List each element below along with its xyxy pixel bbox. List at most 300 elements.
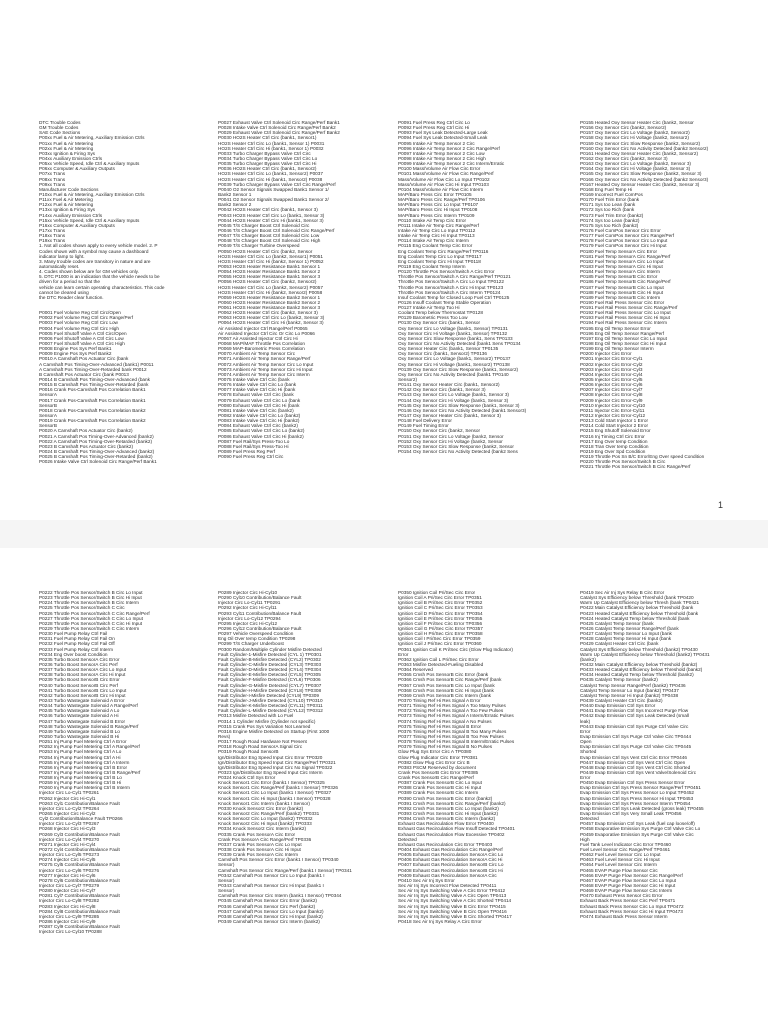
page1-column-1 (39, 120, 215, 464)
code-line: P0163 Oxy Sensor Circ Lo Voltage (bank2, Sensor 3) (580, 161, 691, 167)
code-line: P0010 A Camshaft Pos Actuator Circ (bank (39, 356, 129, 362)
code-line: P0323 Ign/Distributor Eng Speed Input Circ Interm (218, 769, 323, 775)
code-line: Knock Sensor1 Circ Range/Perf (bank1 I Sensor) TP0326 (218, 785, 339, 791)
code-line: P0149 Fuel Timing Error (398, 423, 449, 429)
code-line: P0006 Fuel Shutoff Valve A Ctrl Circ Low (39, 335, 124, 341)
code-line: P0368 Cmsh Pos SensorB Circ Hi Input (bank (398, 687, 494, 693)
code-line: P0069 MAP-Barometric Press Correlation (218, 346, 305, 352)
code-line: Warm Up Catalyst Efficiency below Threshold (bank2) TP0431 (580, 651, 710, 657)
code-line: P0067 Air Assisted Injector Ctrl Circ Hi (218, 335, 298, 341)
code-line: P0259 Inj Pump Fuel Metering Ctrl B Hi (39, 780, 122, 786)
code-line: Injector Circ Lo-Cyl8 TP0282 (39, 898, 100, 904)
code-line: HO2S Heater Ctrl Circ Lo (bank2, Sensor2) P0057 (218, 284, 323, 290)
code-line: 1. Not all codes shown apply to every vehicle model. 2. P (39, 243, 158, 249)
code-line: Ignition Coil D Pri/Sec Circ Error TP0354 (398, 610, 483, 616)
code-line: driven for a period so that the (39, 279, 100, 285)
code-line: Codes shown with a symbol may cause a dashboard (39, 248, 149, 254)
code-line: P0404 Exhaust Gas Recirculation Circ Range/Perf (398, 847, 503, 853)
code-line: P0100 Mass/Volume Air Flow Circ Error (398, 166, 481, 172)
code-line: P0470 Exhaust Press Sensor Circ Error (580, 893, 663, 899)
code-line: the DTC Reader clear function. (39, 294, 104, 300)
code-line: HO2S Heater Ctrl Circ Lo (bank2, Sensor1) P0051 (218, 253, 323, 259)
code-line: P19xx Trans (39, 238, 66, 244)
code-line: P0283 Injector Circ Hi-Cyl8 (39, 903, 96, 909)
code-line: P0074 Ambient Air Temp Sensor Circ Interm (218, 371, 310, 377)
code-line: P0144 Oxy Sensor Circ Hi Voltage (bank1, Sensor 3) (398, 397, 509, 403)
code-line: P0182 Fuel Temp SensorA Circ Lo Input (580, 258, 664, 264)
code-line: P0093 Fuel Sys Leak Detected-Large Leak (398, 130, 488, 136)
code-line: Knock Sensor1 Circ Interm (bank1 I Sensor) (218, 800, 310, 806)
code-line: P0345 Camshaft Pos Sensor Circ Error (bank2) (218, 898, 317, 904)
code-line: P0255 Inj Pump Fuel Metering Ctrl A Interm (39, 759, 130, 765)
code-line: Sec Air Inj Sys Incorrect Flow Detected TP0411 (398, 883, 497, 889)
code-line: P0269 Cyl3 Contribution/Balance Fault (39, 831, 120, 837)
code-line: P0393 Cmsh Pos SensorB Circ Hi Input (bank2) (398, 811, 499, 817)
code-line: P0462 Fuel Level Sensor Circ Lo Input (580, 852, 661, 858)
code-line: P0157 Oxy Sensor Circ Lo Voltage (bank2, Sensor2) (580, 130, 690, 136)
code-line: P0033 Turbo Charger Bypass Valve Ctrl Circ (218, 150, 311, 156)
code-line: Revs) (218, 733, 231, 739)
code-line: Catalyst Sys Efficiency below Threshold (bank2) TP0430 (580, 646, 698, 652)
code-line: P0019 Crank Pos-Camshaft Pos Correlation Bank2 (39, 418, 146, 424)
code-line: P0410 Sec Air Inj Sys Error (398, 877, 455, 883)
code-line: Fault Cylinder-I-Misfire Detected (CYL9) TP0309 (218, 692, 319, 698)
code-line: P0063 HO2S Heater Ctrl Circ Lo (bank2, Sensor 3) (218, 315, 325, 321)
code-line: Fault Cylinder-1-Misfire Detected (CYL 1) TP0301 (218, 651, 322, 657)
code-line: P0284 Cyl8 Contribution/Balance Fault (39, 908, 120, 914)
code-line: P0177 Fuel ComPos Sensor Circ Range/Perf (580, 233, 675, 239)
code-line: P0439 Catalyst Heater Ctrl Circ (bank2) (580, 697, 663, 703)
code-line: P0426 Catalyst Temp Sensor Range/Perf (bank (580, 625, 679, 631)
code-line: HO2S Heater Ctrl Circ Lo (bank1, Sensor2) P0037 (218, 171, 323, 177)
code-line: Fuel Tank Level Indicator Circ Error TP0460 (580, 841, 672, 847)
code-line: P02xx Fuel & Air Metering (39, 145, 94, 151)
code-line: P0055 HO2S Heater Resistance Bank1 Sensor 3 (218, 274, 321, 280)
code-line: P0143 Oxy Sensor Circ Lo Voltage (bank1, Sensor 3) (398, 392, 509, 398)
code-line: Knock Sensor2 Circ Range/Perf (bank2) TP0331 (218, 811, 320, 817)
code-line: P0217 Eng Over temp Condition (580, 438, 648, 444)
code-line: P0193 Fuel Rail Press Sensor Circ Hi Input (580, 315, 670, 321)
code-line: Error (580, 728, 591, 734)
code-line: P0240 Turbo Boost SensorB Circ Perf (39, 682, 118, 688)
code-line: Exhaust Gas Recirculation Flow Insuff Detected TP0401 (398, 826, 515, 832)
code-line: P11xx Fuel & Air Metering (39, 197, 93, 203)
code-line: P0241 Turbo Boost SensorB Circ Lo Input (39, 687, 127, 693)
code-line: P0318 Rough Road SensorA Signal Circ (218, 744, 303, 750)
code-line: P0375 Timing Ref Hi Res Signal B Error (398, 723, 482, 729)
code-line: P0007 Fuel Shutoff Valve A Ctrl Circ High (39, 341, 125, 347)
code-line: Evap Emission Ctrl Sys Press Sensor Lo Input TP0452 (580, 790, 695, 796)
code-line: P0087 Fuel Rail/Sys Press-Too Lo (218, 438, 290, 444)
code-line: P0046 T/S Charger Boost Ctrl Solenoid Circ Range/Perf (218, 227, 335, 233)
code-line: DTC Trouble Codes (39, 120, 81, 125)
code-line: P0022 A Camshaft Pos Timing-Over-Retarded (bank2) (39, 438, 153, 444)
code-line: P0195 Eng Oil Temp Sensor Error (580, 325, 651, 331)
code-line: P0184 Fuel Temp SensorA Circ Interm (580, 269, 660, 275)
code-line: MAP/Baro Press Circ Lo Input TP0107 (398, 202, 479, 208)
code-line: P0419 Sec Air Inj Sys Relay B Circ Error (580, 590, 665, 595)
code-line: (bank2) (580, 656, 596, 662)
code-line: Fault Cylinder-D-Misfire Detected (CYL4) TP0304 (218, 667, 322, 673)
code-line: P0077 Intake Valve Ctrl Circ Hi (bank (218, 387, 296, 393)
code-line: P03xx Ignition & Firing Sys (39, 150, 96, 156)
code-line: P0092 Fuel Press Reg Ctrl Circ Hi (398, 125, 470, 131)
code-line: P0047 T/S Charger Boost Ctrl Solenoid Circ Low (218, 233, 320, 239)
code-line: P0447 Evap Emission Ctrl Sys Vent Ctrl Circ Open (580, 759, 686, 765)
code-line: P0173 Fuel Trim Error (bank2) (580, 212, 644, 218)
code-line: P0237 Turbo Boost SensorA Circ Lo Input (39, 667, 127, 673)
page2-column-2 (218, 590, 394, 924)
code-line: Ign/Distributor Eng Speed Input Circ No Signal TP0322 (218, 764, 333, 770)
code-line: P0373 Timing Ref Hi Res Signal A Interm/Erratic Pulses (398, 713, 514, 719)
code-line: Evap Emission Ctrl Sys Purge Ctrl Valve Circ TP0445 (580, 744, 692, 750)
code-line: P0001 Fuel Volume Reg Ctrl Circ/Open (39, 310, 121, 316)
code-line: P0169 Incorrect Fuel ComPos (580, 191, 643, 197)
code-line: Sec Air Inj Sys Switching Valve A Circ Error TP0412 (398, 888, 506, 894)
code-line: P0040 O2 Sensor Signals Swapped Bank1 Sensor 1/ (218, 186, 329, 192)
code-line: P0338 Crank Pos SensorA Circ Hi Input (218, 847, 301, 853)
code-line: P0260 Inj Pump Fuel Metering Ctrl B Interm (39, 785, 130, 791)
code-line: Oxy Sensor Circ Hi Voltage (bank1, Sensor) TP0132 (398, 330, 508, 336)
code-line: P0374 Timing Ref Hi Res Signal A No Pulses (398, 718, 492, 724)
code-line: P0039 Turbo Charger Bypass Valve Ctrl Circ Range/Perf (218, 181, 336, 187)
code-line: Ignition Coil F Pri/Sec Circ Error TP0356 (398, 620, 483, 626)
code-line: P0202 Injector Circ Error-Cyl2 (580, 361, 643, 367)
code-line: Sec Air Inj Sys Switching Valve A Circ Open TP0413 (398, 893, 507, 899)
code-line: P0428 Catalyst Temp Sensor Hi Input (bank (580, 636, 672, 642)
code-line: SensorB (39, 402, 57, 408)
code-line: Eng Oil Over temp Condition TP0298 (218, 636, 296, 642)
code-line: P0187 Fuel Temp SensorB Circ Lo Input (580, 284, 664, 290)
code-line: P0096 Intake Air Temp Sensor 2 Circ Range/Perf (398, 145, 500, 151)
code-line: P0474 Exhaust Back Press Sensor Interm (580, 913, 668, 919)
code-line: P08xx Trans (39, 176, 66, 182)
code-line: Open (580, 739, 592, 745)
code-line: P0249 Turbo Wastegate Solenoid B Lo (39, 728, 120, 734)
code-line: P0233 Fuel Pump Relay Ctrl Interm (39, 646, 113, 652)
code-line: P01xx Fuel & Air Metering (39, 140, 94, 146)
code-line: P0114 Intake Air Temp Circ Interm (398, 238, 469, 244)
code-line: P0226 Throttle Pos Sensor/Switch C Circ Range/Perf (39, 610, 150, 616)
code-line: P0042 HO2S Heater Ctrl Circ (bank1, Sensor 3) (218, 207, 318, 213)
code-line: Catalyst Temp Sensor Range/Perf (bank2) TP0436 (580, 682, 686, 688)
code-line: P0232 Fuel Pump Relay Ctrl Fail Off (39, 641, 115, 647)
code-line: P0434 Heated Catalyst Temp below Threshold (bank2) (580, 672, 694, 678)
code-line: P0180 Fuel Temp SensorA Circ Error (580, 248, 658, 254)
code-line: P0129 Barometric Press Too Low (398, 315, 468, 321)
code-line: Knock Sensor2 Circ Hi Input (bank2) TP0333 (218, 821, 312, 827)
code-line: P0244 Turbo Wastegate Solenoid A Range/Perf (39, 703, 138, 709)
code-line: P0448 Evap Emission Ctrl Sys Vent Ctrl Circ Shorted (580, 764, 691, 770)
code-line: SAE Code Sections (39, 130, 81, 136)
code-line: P0014 B Camshaft Pos Timing-Over-Advanced (bank (39, 377, 150, 383)
code-line: P0300 Random/Multiple Cylinder Misfire Detected (218, 646, 322, 652)
code-line: Fault Cylinder-G-Misfire Detected (CYL7) TP0307 (218, 682, 322, 688)
code-line: P0458 Evaporative Emission Sys Purge Ctrl Valve Circ Lo (580, 826, 701, 832)
code-line: Exhaust Gas Recirculation Circ Error TP0403 (398, 841, 493, 847)
code-line: automatically reset. (39, 263, 80, 269)
code-line: P0227 Throttle Pos Sensor/Switch C Circ Lo Input (39, 615, 143, 621)
code-line: Injector Circ Lo-Cyl10 TP0288 (39, 929, 102, 935)
code-line: P0271 Injector Circ Hi-Cyl4 (39, 841, 96, 847)
code-line: P0315 Crank Pos Sys Variation Not Learned (218, 723, 311, 729)
code-line: HO2S Heater Ctrl Circ Lo (bank1, Sensor 1) P0031 (218, 140, 325, 146)
code-line: Evap Emission Ctrl Sys Very Small Leak TP0456 (580, 811, 682, 817)
code-line: P0433 Heated Catalyst Efficiency below Threshold (bank2) (580, 667, 703, 673)
code-line: Warm Up Catalyst Efficiency below Thresh (bank TP0421 (580, 600, 700, 606)
code-line: Sensor2) (398, 377, 418, 383)
code-line: P0248 Turbo Wastegate Solenoid B Range/Perf (39, 723, 139, 729)
code-line: HO2S Heater Ctrl Circ Hi (bank1, Sensor2) P0038 (218, 176, 323, 182)
code-line: Shorted (580, 749, 597, 755)
code-line: Injector Circ Lo-Cyl3 TP0267 (39, 821, 100, 827)
code-line: P0265 Injector Circ Hi-Cyl2 (39, 811, 96, 817)
code-line: Fault Cylinder-B-Misfire Detected (CYL2) TP0302 (218, 656, 321, 662)
code-line: Oxy Sensor Circ No Activity Detected (bank1 Sens TP0134 (398, 341, 521, 347)
code-line: P0224 Throttle Pos Sensor/Switch B Circ Interm (39, 600, 139, 606)
code-line: P0159 Oxy Sensor Circ Slow Response (bank2, Sensor2) (580, 140, 701, 146)
code-line: Crank Pos SensorB Circ Range/Perf (398, 775, 474, 781)
code-line: P0228 Throttle Pos Sensor/Switch C Circ Hi Input (39, 620, 143, 626)
code-line: P0348 Camshaft Pos Sensor Circ Hi Input (bank2) (218, 913, 323, 919)
code-line: P0095 Intake Air Temp Sensor 2 Circ (398, 140, 475, 146)
code-line: Fuel Level Sensor Circ Range/Perf TP0461 (580, 847, 671, 853)
code-line: P0219 Throttle Pos Sn B/C Error/Eng Over speed Condition (580, 454, 705, 460)
code-line: P0370 Timing Ref Hi Res Signal A Error (398, 697, 481, 703)
code-line: Camshaft Pos Sensor Circ Interm (bank1 I Sensor) TP0344 (218, 893, 342, 899)
code-line: Camshaft Pos Sensor Circ Range/Perf (bank1 I Sensor) TP0341 (218, 867, 352, 873)
code-line: P0407 Exhaust Gas Recirculation SensorB Circ Lo (398, 862, 504, 868)
code-line: P0185 Fuel Temp SensorB Circ Error (580, 274, 658, 280)
code-line: P0253 Inj Pump Fuel Metering Ctrl A Lo (39, 749, 122, 755)
code-line: P0002 Fuel Volume Reg Ctrl Circ Range/Perf (39, 315, 134, 321)
code-line: P0029 Exhaust Valve Ctrl Solenoid Circ Range/Perf Bank2 (218, 130, 340, 136)
code-line: P0363 Misfire Detected-Fueling Disabled (398, 661, 484, 667)
code-line: P0141 Oxy Sensor Heater Circ (bank1, Sensor2) (398, 382, 500, 388)
code-line: P0152 Oxy Sensor Circ Hi Voltage (bank2, Sensor (398, 438, 503, 444)
code-line: P16xx Computer & Auxiliary Outputs (39, 222, 115, 228)
code-line: P0225 Throttle Pos Sensor/Switch C Circ (39, 605, 125, 611)
code-line: Mass/Volume Air Flow Circ Hi Input TP0103 (398, 181, 489, 187)
code-line: P13xx Ignition & Firing Sys (39, 207, 96, 213)
code-line: Injector Circ Lo-Cyl6 TP0276 (39, 867, 100, 873)
code-line: P0166 Oxy Sensor Circ No Activity Detected (bank2 Sensor3) (580, 176, 709, 182)
code-line: P0196 Eng Oil Temp Sensor Range/Perf (580, 330, 665, 336)
code-line: Bank2 Sensor 1 (218, 191, 252, 197)
code-line: Sensor) (218, 888, 235, 894)
code-line: P0299 T/S Charger Underboost (218, 641, 284, 647)
code-line: P0239 Turbo Boost SensorB Circ Error (39, 677, 120, 683)
code-line: P0277 Injector Circ Hi-Cyl6 (39, 872, 96, 878)
code-line: Bank2 Sensor 2 (218, 202, 252, 208)
code-line: Throttle Pos Sensor/Switch A Circ Range/Perf TP0121 (398, 274, 511, 280)
code-line: SensorA (39, 392, 57, 398)
code-line: P0242 Turbo Boost SensorB Circ Hi Input (39, 692, 126, 698)
code-line: P0317 Rough Road Hardware Not Present (218, 739, 307, 745)
code-line: P0076 Intake Valve Ctrl Circ Lo (bank (218, 382, 297, 388)
code-line: P0054 HO2S Heater Resistance Bank1 Sensor 2 (218, 269, 321, 275)
page2-column-3 (398, 590, 574, 924)
code-line: Evap Emission Ctrl Sys Vent Ctrl Circ Error TP0446 (580, 754, 687, 760)
code-line: Knock Sensor1 Circ Error (bank1 I Sensor) TP0325 (218, 780, 325, 786)
code-line: P0391 Cmsh Pos SensorB Circ Range/Perf (bank2) (398, 800, 506, 806)
code-line: P0181 Fuel Temp SensorA Circ Range/Perf (580, 253, 671, 259)
code-line: P0245 Turbo Wastegate Solenoid A Lo (39, 708, 120, 714)
code-line: P0210 Injector Circ Error-Cyl10 (580, 402, 646, 408)
code-line: P0035 Turbo Charger Bypass Valve Ctrl Circ Hi (218, 161, 317, 167)
code-line: Sensor) (218, 862, 235, 868)
code-line: P0049 T/S Charger Turbine Overspeed (218, 243, 300, 249)
code-line: Exhaust Back Press Sensor Circ Hi Input TP0473 (580, 908, 683, 914)
code-line: P0097 Intake Air Temp Sensor 2 Circ Low (398, 150, 485, 156)
code-line: P0278 Cyl6 Contribution/Balance Fault (39, 877, 120, 883)
code-line: P0034 Turbo Charger Bypass Valve Ctrl Circ Lo (218, 155, 318, 161)
code-line: P0297 Vehicle Overspeed Condition (218, 631, 294, 637)
page2-column-1 (39, 590, 215, 934)
code-line: P0194 Fuel Rail Press Sensor Circ Interm (580, 320, 668, 326)
code-line: Exhaust Back Press Sensor Circ Lo Input TP0472 (580, 903, 684, 909)
code-line: Crank Pos SensorA Circ Range/Perf TP0336 (218, 836, 312, 842)
code-line: P0190 Fuel Rail Press Sensor Circ Error (580, 299, 665, 305)
code-line: MAP/Baro Press Circ Interm TP0109 (398, 212, 475, 218)
code-line: P0071 Ambient Air Temp Sensor Range/Perf (218, 356, 311, 362)
code-line: P0036 HO2S Heater Ctrl Circ (bank1, Sensor2) (218, 166, 317, 172)
code-line: P04xx Auxiliary Emission Ctrls (39, 155, 103, 161)
code-line: P0467 EVAP Purge Flow Sensor Circ Lo Input (580, 877, 676, 883)
code-line: P0083 Intake Valve Ctrl Circ Hi (bank2) (218, 418, 300, 424)
code-line: P17xx Trans (39, 227, 66, 233)
code-line: Camshaft Pos Sensor Circ Error (bank1 I Sensor) TP0340 (218, 857, 339, 863)
code-line: P15xx Vehicle Speed, Idle Ctrl & Auxiliary Inputs (39, 217, 140, 223)
code-line: P0324 Knock Ctrl Sys Error (218, 775, 276, 781)
code-line: P0009 Engine Pos Sys Perf Bank2 (39, 351, 112, 357)
code-line: P0337 Crank Pos SensorA Circ Lo Input (218, 841, 302, 847)
code-line: P0015 B Camshaft Pos Timing-Over-Retarded (bank (39, 382, 149, 388)
code-line: P0025 B Camshaft Pos Timing-Over-Retarded (bank2) (39, 454, 153, 460)
code-line: P0435 Catalyst Temp Sensor (bank2) (580, 677, 658, 683)
code-line: P0045 T/S Charger Boost Ctrl Solenoid Circ (218, 222, 310, 228)
code-line: P0211 Injector Circ Error-Cyl11 (580, 407, 645, 413)
code-line: P0463 Fuel Level Sensor Circ Hi Input (580, 857, 660, 863)
code-line: P0378 Timing Ref Hi Res Signal B Interm/Erratic Pulses (398, 739, 515, 745)
code-line: P0342 Camshaft Pos Sensor Circ Lo Input (bank1 I (218, 872, 325, 878)
code-line: P0464 Fuel Level Sensor Circ Interm (580, 862, 657, 868)
code-line: Sensor) (218, 877, 235, 883)
code-line: P0005 Fuel Shutoff Valve A Ctrl Circ/Open (39, 330, 127, 336)
code-line: P0198 Eng Oil Temp Sensor Circ Hi Input (580, 341, 667, 347)
code-line: P0425 Catalyst Temp Sensor (bank (580, 620, 654, 626)
code-line: P0469 EVAP Purge Flow Sensor Circ Interm (580, 888, 673, 894)
code-line: Ignition Coil B Pri/Sec Circ Error TP0352 (398, 600, 483, 606)
code-line: P0070 Ambient Air Temp Sensor Circ (218, 351, 296, 357)
code-line: P0432 Main Catalyst Efficiency below Threshold (bank2) (580, 661, 698, 667)
code-line: P0215 Eng Shutoff Solenoid Error (580, 428, 651, 434)
code-line: P0027 Exhaust Valve Ctrl Solenoid Circ Range/Perf Bank1 (218, 120, 340, 125)
code-line: Sec Air Inj Sys Switching Valve B Circ Open TP0416 (398, 908, 507, 914)
code-line: P0183 Fuel Temp SensorA Circ Hi Input (580, 263, 663, 269)
code-line: P0418 Sec Air Inj Sys Relay A Circ Error (398, 919, 482, 924)
code-line: P0459 Evaporative Emission Sys Purge Ctrl Valve Circ (580, 831, 694, 837)
code-line: P0372 Timing Ref Hi Res Signal A Too Few Pulses (398, 708, 504, 714)
code-line: P0212 Injector Circ Error-Cyl12 (580, 413, 646, 419)
code-line: MAP/Baro Press Circ Error TP0105 (398, 191, 472, 197)
code-line: Evap Emission Ctrl Sys Purge Ctrl Valve Circ TP0444 (580, 733, 692, 739)
code-line: P0191 Fuel Rail Press Sensor Circ Range/Perf (580, 305, 678, 311)
code-line: vehicle can learn certain operating characteristics. This code (39, 284, 165, 290)
code-line: P0457 Evap Emission Ctrl Sys Leak (fuel cap loose/off) (580, 821, 695, 827)
code-line: P0179 Fuel ComPos Sensor Circ Hi Input (580, 243, 667, 249)
code-line: P0072 Ambient Air Temp Sensor Circ Lo Input (218, 361, 314, 367)
code-line: P0192 Fuel Rail Press Sensor Circ Lo Input (580, 310, 671, 316)
code-line: P05xx Vehicle Speed, Idle Ctrl & Auxiliary Inputs (39, 161, 140, 167)
code-line: P0236 Turbo Boost SensorA Circ Perf (39, 661, 118, 667)
code-line: P0379 Timing Ref Hi Res Signal B No Pulses (398, 744, 493, 750)
code-line: P0139 Oxy Sensor Circ Slow Response (bank1, Sensor2) (398, 366, 519, 372)
code-line: P0026 Intake Valve Ctrl Solenoid Circ Range/Perf Bank1 (39, 459, 157, 465)
code-line: P0209 Injector Circ Error-Cyl9 (580, 397, 643, 403)
code-line: P0082 Intake Valve Ctrl Circ Lo (bank2) (218, 413, 301, 419)
code-line: P0218 Tran Over temp Condition (580, 443, 649, 449)
code-line: P0409 Exhaust Gas Recirculation SensorA Circ (398, 872, 497, 878)
code-line: P0392 Cmsh Pos SensorB Circ Lo Input (bank2) (398, 805, 499, 811)
code-line: P0081 Intake Valve Ctrl Circ (bank2) (218, 407, 294, 413)
code-line: Ignition Coil E Pri/Sec Circ Error TP0355 (398, 615, 483, 621)
code-line: P0145 Oxy Sensor Circ Slow Response (bank1, Sensor 3) (398, 402, 520, 408)
code-line: Detected (398, 836, 417, 842)
code-line: P0094 Fuel Sys Leak Detected-Small Leak (398, 135, 488, 141)
code-line: P0235 Turbo Boost SensorA Circ Error (39, 656, 120, 662)
code-line: Crank Pos SensorB Circ Error TP0385 (398, 769, 479, 775)
code-line: Coolant Temp below Thermostat TP0128 (398, 310, 483, 316)
code-line: P0155 Heated Oxy Sensor Heater Circ (bank2, Sensor (580, 120, 694, 125)
code-line: P0222 Throttle Pos Sensor/Switch B Circ Lo Input (39, 590, 143, 595)
code-line: 5. DTC P1000 is an indication that the vehicle needs to be (39, 274, 160, 280)
code-line: P0041 O2 Sensor Signals Swapped Bank1 Sensor 2/ (218, 197, 329, 203)
code-line: P0028 Intake Valve Ctrl Solenoid Circ Range/Perf Bank2 (218, 125, 336, 131)
code-line: Oxy Sensor Circ Lo Voltage (bank1, Sensor) TP0131 (398, 325, 508, 331)
code-line: P0221 Throttle Pos Sensor/Switch B Circ Range/Perf (580, 464, 691, 470)
code-line: Eng Coolant Temp Circ Lo Input TP0117 (398, 253, 482, 259)
code-line: P0004 Fuel Volume Reg Ctrl Circ High (39, 325, 119, 331)
code-line: MAP/Baro Press Circ Hi Input TP0108 (398, 207, 478, 213)
code-line: P0275 Cyl5 Contribution/Balance Fault (39, 862, 120, 868)
code-line: P07xx Trans (39, 171, 66, 177)
code-line: Ignition Coil A Pri/Sec Circ Error TP0351 (398, 595, 482, 601)
code-line: P0168 Eng Fuel Temp Hi (580, 186, 633, 192)
code-line: P0440 Evap Emission Ctrl Sys Error (580, 703, 656, 709)
code-line: A Camshaft Pos Timing-Over-Retarded bank P0012 (39, 366, 147, 372)
code-line: P0167 Heated Oxy Sensor Heater Circ (bank2, Sensor 3) (580, 181, 700, 187)
code-line: Ignition Coil J Pri/Sec Circ Error TP0360 (398, 641, 482, 647)
code-line: P0086 Exhaust Valve Ctrl Circ Hi (bank2) (218, 433, 304, 439)
code-line: P0205 Injector Circ Error-Cyl5 (580, 377, 643, 383)
code-line: P0256 Inj Pump Fuel Metering Ctrl B Error (39, 764, 128, 770)
code-line: P06xx Computer & Auxiliary Outputs (39, 166, 115, 172)
code-line: P0394 Cmsh Pos SensorB Circ Interm (bank2) (398, 816, 496, 822)
code-line: P0346 Camshaft Pos Sensor Circ Perf (bank2) (218, 903, 316, 909)
code-line: P0292 Injector Circ Hi-Cyl11 (218, 605, 277, 611)
code-line: Ign/Distributor Eng Speed Input Circ Range/Perf TP0321 (218, 759, 336, 765)
code-line: Injector Circ Lo-Cyl7 TP0279 (39, 883, 100, 889)
code-line: P0347 Camshaft Pos Sensor Circ Lo Input (bank2) (218, 908, 324, 914)
code-line: Sec Air Inj Sys Switching Valve B Circ Error TP0415 (398, 903, 506, 909)
code-line: Air Assisted Injector Ctrl Circ Or Circ Lo P0066 (218, 330, 315, 336)
code-line: P0364 Reserved (398, 667, 433, 673)
code-line: P0450 Evap Emission Ctrl Sys Press Sensor Error (580, 780, 685, 786)
code-line: P0062 HO2S Heater Ctrl Circ (bank2, Sensor 3) (218, 310, 318, 316)
code-line: SensorA (39, 413, 57, 419)
code-line: P0154 Oxy Sensor Circ No Activity Detected (bank2 Sens (398, 449, 518, 454)
